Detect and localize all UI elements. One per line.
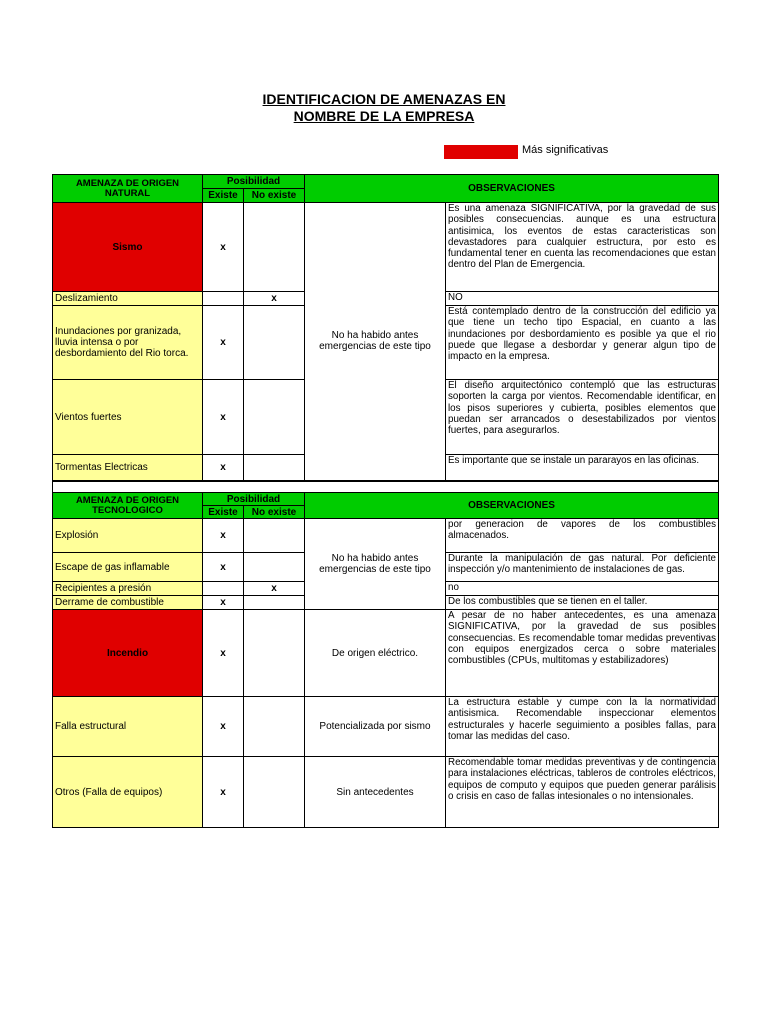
table-row: [53, 697, 719, 757]
no-existe-mark: [244, 519, 305, 553]
threat-name: Escape de gas inflamable: [53, 553, 203, 582]
threat-name: Tormentas Electricas: [53, 455, 203, 481]
no-existe-mark: [244, 757, 305, 828]
table-row: [53, 203, 719, 292]
no-existe-mark: x: [244, 582, 305, 596]
row-note: De origen eléctrico.: [305, 610, 446, 697]
observaciones-header: OBSERVACIONES: [305, 175, 719, 203]
legend-red-swatch: [444, 145, 518, 159]
existe-header: Existe: [203, 506, 244, 519]
row-note: Potencializada por sismo: [305, 697, 446, 757]
observation: Está contemplado dentro de la construcción del edificio ya que tiene un techo tipo Espacial, en cuanto a las inundaciones por desbordamiento es posible ya que el rio puede que llegase a desbordar y generar algun tipo de impacto en la empresa.: [446, 306, 719, 380]
no-existe-mark: [244, 455, 305, 481]
threats-table: [52, 174, 719, 828]
threat-name: Falla estructural: [53, 697, 203, 757]
observation: por generacion de vapores de los combustibles almacenados.: [446, 519, 719, 553]
no-existe-mark: [244, 553, 305, 582]
observation: NO: [446, 292, 719, 306]
existe-mark: x: [203, 553, 244, 582]
observation: Durante la manipulación de gas natural. Por deficiente inspección y/o mantenimiento de instalaciones de gas.: [446, 553, 719, 582]
existe-header: Existe: [203, 189, 244, 203]
observation: La estructura estable y cumpe con la la normatividad antisismica. Recomendable inspeccionar elementos estructurales y hacerle seguimiento a posibles fallas, para tomar las medidas del caso.: [446, 697, 719, 757]
no-existe-mark: [244, 306, 305, 380]
no-existe-mark: [244, 697, 305, 757]
observation: A pesar de no haber antecedentes, es una amenaza SIGNIFICATIVA, por la gravedad de sus posibles consecuencias. Es recomendable tomar medidas preventivas con equipos energizados cerca o sobre materiales combustibles (CPUs, multitomas y estabilizadores): [446, 610, 719, 697]
posibilidad-header: Posibilidad: [203, 175, 305, 189]
existe-mark: x: [203, 757, 244, 828]
existe-mark: x: [203, 596, 244, 610]
existe-mark: x: [203, 306, 244, 380]
table-row: [53, 610, 719, 697]
row-note: Sin antecedentes: [305, 757, 446, 828]
no-existe-mark: [244, 610, 305, 697]
existe-mark: x: [203, 519, 244, 553]
no-existe-mark: [244, 203, 305, 292]
threat-name: Sismo: [53, 203, 203, 292]
observation: Recomendable tomar medidas preventivas y de contingencia para instalaciones eléctricas, tableros de controles eléctricos, equipos de computo y equipos que pueden generar parálisis o crisis en caso de fallas intesionales o no intensionales.: [446, 757, 719, 828]
natural-heading: AMENAZA DE ORIGEN NATURAL: [53, 175, 203, 203]
no-existe-mark: [244, 596, 305, 610]
existe-mark: x: [203, 380, 244, 455]
threat-name: Recipientes a presión: [53, 582, 203, 596]
existe-mark: x: [203, 610, 244, 697]
threat-name: Inundaciones por granizada, lluvia intensa o por desbordamiento del Rio torca.: [53, 306, 203, 380]
threat-name: Incendio: [53, 610, 203, 697]
observation: Es importante que se instale un pararayos en las oficinas.: [446, 455, 719, 481]
title-line-1: IDENTIFICACION DE AMENAZAS EN: [262, 91, 506, 107]
existe-mark: [203, 582, 244, 596]
existe-mark: x: [203, 455, 244, 481]
existe-mark: x: [203, 203, 244, 292]
existe-mark: [203, 292, 244, 306]
threat-name: Vientos fuertes: [53, 380, 203, 455]
observation: no: [446, 582, 719, 596]
observation: Es una amenaza SIGNIFICATIVA, por la gravedad de sus posibles consecuencias. aunque es una estructura antisimica, los eventos de estas caracteristicas son devastadores para cualquier estructura, por esto es fundamental tener en cuenta las recomendaciones que estan dentro del Plan de Emergencia.: [446, 203, 719, 292]
merged-note: No ha habido antes emergencias de este tipo: [305, 203, 446, 481]
tecnologico-heading: AMENAZA DE ORIGEN TECNOLOGICO: [53, 493, 203, 519]
threat-name: Otros (Falla de equipos): [53, 757, 203, 828]
table-spacer: [53, 481, 719, 493]
posibilidad-header: Posibilidad: [203, 493, 305, 506]
threat-name: Deslizamiento: [53, 292, 203, 306]
observation: De los combustibles que se tienen en el taller.: [446, 596, 719, 610]
observation: El diseño arquitectónico contempló que las estructuras soporten la carga por vientos. Recomendable identificar, en los pisos superiores y cubierta, posibles elementos que puedan ser arrancados o desestabilizados por vientos fuertes, para asegurarlos.: [446, 380, 719, 455]
table-row: [53, 519, 719, 553]
threat-name: Derrame de combustible: [53, 596, 203, 610]
no-existe-mark: x: [244, 292, 305, 306]
legend-label: Más significativas: [522, 144, 609, 156]
table-row: [53, 757, 719, 828]
observaciones-header: OBSERVACIONES: [305, 493, 719, 519]
threat-name: Explosión: [53, 519, 203, 553]
no-existe-mark: [244, 380, 305, 455]
no-existe-header: No existe: [244, 189, 305, 203]
merged-note: No ha habido antes emergencias de este tipo: [305, 519, 446, 610]
no-existe-header: No existe: [244, 506, 305, 519]
existe-mark: x: [203, 697, 244, 757]
title-line-2: NOMBRE DE LA EMPRESA: [293, 108, 475, 124]
